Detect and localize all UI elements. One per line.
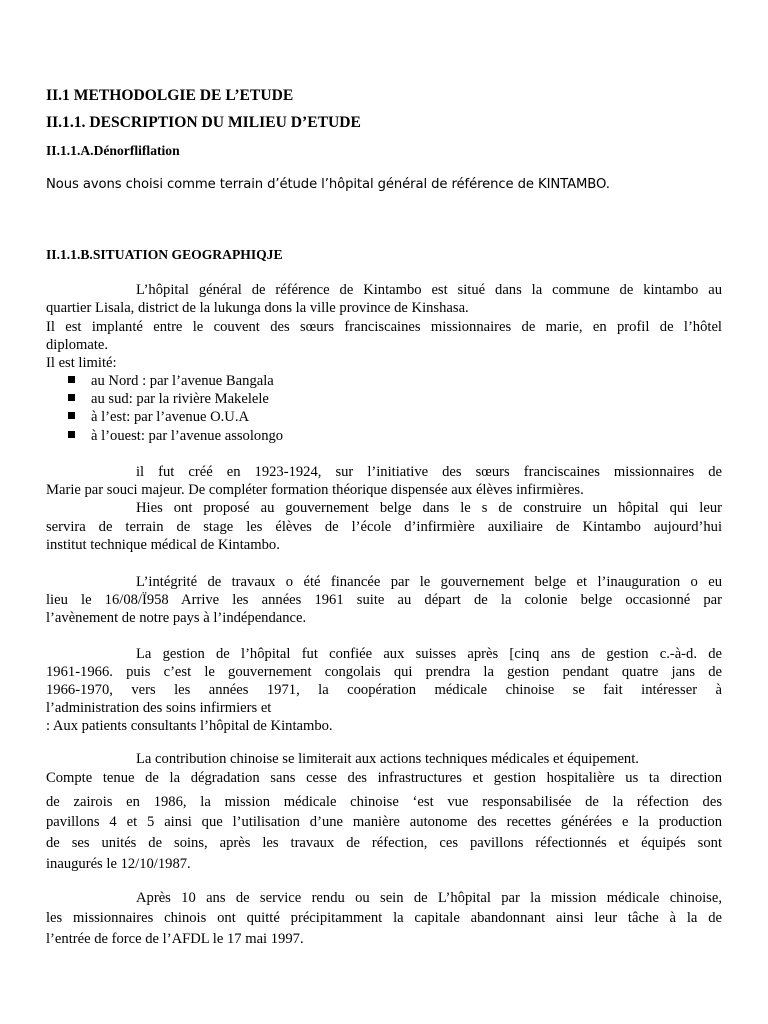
paragraph-line: l’avènement de notre pays à l’indépendance. <box>46 610 307 626</box>
paragraph-line: l’entrée de force de l’AFDL le 17 mai 1997. <box>46 931 304 947</box>
section-heading: II.1 METHODOLGIE DE L’ETUDE <box>46 87 294 104</box>
list-item: à l’ouest: par l’avenue assolongo <box>68 427 283 445</box>
paragraph-line: servira de terrain de stage les élèves de l’école d’infirmière auxiliaire de Kintambo aujourd’hui <box>46 519 722 535</box>
paragraph-line: pavillons 4 et 5 ainsi que l’utilisation d’une manière autonome des recettes générées e la production <box>46 814 722 830</box>
paragraph-line: Hies ont proposé au gouvernement belge dans le s de construire un hôpital qui leur <box>136 500 722 516</box>
paragraph-line: quartier Lisala, district de la lukunga dons la ville province de Kinshasa. <box>46 300 469 316</box>
paragraph-line: Après 10 ans de service rendu ou sein de L’hôpital par la mission médicale chinoise, <box>136 890 722 906</box>
intro-paragraph: Nous avons choisi comme terrain d’étude l’hôpital général de référence de KINTAMBO. <box>46 177 610 192</box>
list-item: à l’est: par l’avenue O.U.A <box>68 408 249 426</box>
paragraph-line: inaugurés le 12/10/1987. <box>46 856 191 872</box>
paragraph-line: Marie par souci majeur. De compléter formation théorique dispensée aux élèves infirmières. <box>46 482 584 498</box>
list-item: au sud: par la rivière Makelele <box>68 390 269 408</box>
square-bullet-icon <box>68 376 75 383</box>
paragraph-line: lieu le 16/08/Ï958 Arrive les années 1961 suite au départ de la colonie belge occasionné par <box>46 592 722 608</box>
square-bullet-icon <box>68 394 75 401</box>
paragraph-line: L’hôpital général de référence de Kintambo est situé dans la commune de kintambo au <box>136 282 722 298</box>
paragraph-line: La gestion de l’hôpital fut confiée aux suisses après [cinq ans de gestion c.-à-d. de <box>136 646 722 662</box>
paragraph-line: les missionnaires chinois ont quitté précipitamment la capitale abandonnant ainsi leur tâche à la de <box>46 910 722 926</box>
paragraph-line: L’intégrité de travaux o été financée par le gouvernement belge et l’inauguration o eu <box>136 574 722 590</box>
paragraph-line: de ses unités de soins, après les travaux de réfection, ces pavillons réfectionnés et équipés sont <box>46 835 722 851</box>
paragraph-line: diplomate. <box>46 337 109 353</box>
paragraph-line: 1966-1970, vers les années 1971, la coopération médicale chinoise se fait intéresser à <box>46 682 722 698</box>
subsubsection-heading-b: II.1.1.B.SITUATION GEOGRAPHIQJE <box>46 247 283 262</box>
subsubsection-heading-a: II.1.1.A.Dénorfliflation <box>46 143 180 158</box>
paragraph-line: Il est limité: <box>46 355 117 371</box>
paragraph-line: 1961-1966. puis c’est le gouvernement congolais qui prendra la gestion pendant quatre jans de <box>46 664 722 680</box>
paragraph-line: : Aux patients consultants l’hôpital de Kintambo. <box>46 718 333 734</box>
paragraph-line: de zairois en 1986, la mission médicale chinoise ‘est vue responsabilisée de la réfection des <box>46 794 722 810</box>
paragraph-line: Il est implanté entre le couvent des sœurs franciscaines missionnaires de marie, en profil de l’hôtel <box>46 319 722 335</box>
paragraph-line: La contribution chinoise se limiterait aux actions techniques médicales et équipement. <box>136 751 639 767</box>
subsection-heading: II.1.1. DESCRIPTION DU MILIEU D’ETUDE <box>46 114 361 131</box>
paragraph-line: institut technique médical de Kintambo. <box>46 537 280 553</box>
square-bullet-icon <box>68 412 75 419</box>
list-item: au Nord : par l’avenue Bangala <box>68 372 274 390</box>
paragraph-line: l’administration des soins infirmiers et <box>46 700 272 716</box>
paragraph-line: il fut créé en 1923-1924, sur l’initiative des sœurs franciscaines missionnaires de <box>136 464 722 480</box>
paragraph-line: Compte tenue de la dégradation sans cesse des infrastructures et gestion hospitalière us ta direction <box>46 770 722 786</box>
square-bullet-icon <box>68 431 75 438</box>
